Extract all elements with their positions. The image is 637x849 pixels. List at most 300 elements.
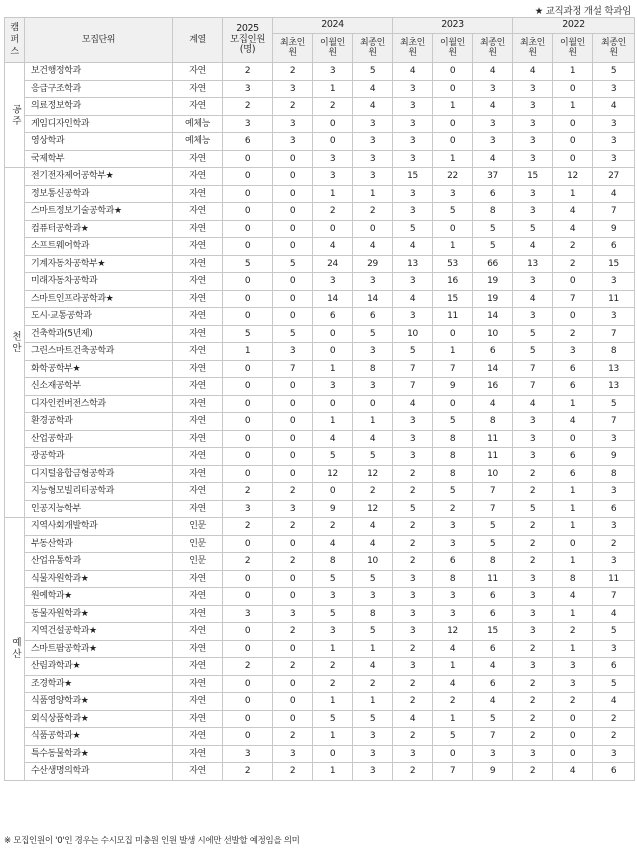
category-cell: 자연 — [173, 98, 223, 116]
value-cell: 1 — [433, 658, 473, 676]
year-2022-header: 2022 — [513, 18, 635, 34]
value-cell: 3 — [513, 150, 553, 168]
value-cell: 3 — [223, 500, 273, 518]
value-cell: 7 — [433, 360, 473, 378]
value-cell: 2 — [223, 98, 273, 116]
table-row — [5, 465, 635, 483]
value-cell: 5 — [273, 325, 313, 343]
value-cell: 5 — [353, 570, 393, 588]
value-cell: 8 — [433, 465, 473, 483]
value-cell: 4 — [513, 238, 553, 256]
value-cell: 11 — [473, 430, 513, 448]
table-row — [5, 535, 635, 553]
value-cell: 15 — [393, 168, 433, 186]
value-cell: 3 — [513, 203, 553, 221]
table-row — [5, 570, 635, 588]
value-cell: 1 — [553, 98, 593, 116]
value-cell: 0 — [273, 413, 313, 431]
value-cell: 2 — [273, 658, 313, 676]
value-cell: 5 — [593, 675, 635, 693]
value-cell: 1 — [553, 185, 593, 203]
category-cell: 자연 — [173, 168, 223, 186]
value-cell: 0 — [553, 273, 593, 291]
unit-name-cell: 수산생명의학과 — [25, 763, 173, 781]
value-cell: 0 — [273, 273, 313, 291]
value-cell: 3 — [393, 570, 433, 588]
value-cell: 3 — [513, 745, 553, 763]
value-cell: 2 — [273, 763, 313, 781]
value-cell: 3 — [353, 168, 393, 186]
value-cell: 8 — [353, 360, 393, 378]
category-cell: 자연 — [173, 150, 223, 168]
value-cell: 1 — [433, 238, 473, 256]
value-cell: 3 — [273, 80, 313, 98]
unit-name-cell: 화학공학부★ — [25, 360, 173, 378]
unit-name-cell: 식품영양학과★ — [25, 693, 173, 711]
value-cell: 2 — [513, 693, 553, 711]
category-cell: 자연 — [173, 220, 223, 238]
value-cell: 6 — [553, 448, 593, 466]
quota-label: 모집인원(명) — [229, 33, 266, 56]
value-cell: 4 — [593, 185, 635, 203]
unit-name-cell: 인공지능학부 — [25, 500, 173, 518]
table-row — [5, 168, 635, 186]
value-cell: 2 — [223, 763, 273, 781]
value-cell: 3 — [433, 518, 473, 536]
table-row — [5, 728, 635, 746]
subheader-cell: 이월인원 — [553, 34, 593, 63]
value-cell: 24 — [313, 255, 353, 273]
value-cell: 3 — [593, 80, 635, 98]
value-cell: 2 — [593, 535, 635, 553]
value-cell: 3 — [513, 185, 553, 203]
value-cell: 3 — [393, 658, 433, 676]
value-cell: 0 — [553, 745, 593, 763]
table-row — [5, 255, 635, 273]
value-cell: 8 — [313, 553, 353, 571]
value-cell: 2 — [513, 763, 553, 781]
value-cell: 0 — [553, 535, 593, 553]
value-cell: 0 — [353, 395, 393, 413]
category-cell: 자연 — [173, 605, 223, 623]
campus-cell — [5, 168, 25, 518]
value-cell: 5 — [513, 500, 553, 518]
value-cell: 5 — [353, 623, 393, 641]
value-cell: 1 — [313, 728, 353, 746]
value-cell: 1 — [433, 98, 473, 116]
value-cell: 3 — [513, 133, 553, 151]
value-cell: 15 — [433, 290, 473, 308]
table-row — [5, 185, 635, 203]
value-cell: 3 — [393, 98, 433, 116]
category-cell: 자연 — [173, 203, 223, 221]
value-cell: 5 — [353, 448, 393, 466]
value-cell: 2 — [393, 675, 433, 693]
value-cell: 5 — [593, 623, 635, 641]
value-cell: 11 — [593, 570, 635, 588]
value-cell: 0 — [273, 395, 313, 413]
value-cell: 3 — [223, 80, 273, 98]
value-cell: 4 — [513, 395, 553, 413]
value-cell: 0 — [313, 343, 353, 361]
category-cell: 예체능 — [173, 115, 223, 133]
value-cell: 0 — [223, 273, 273, 291]
category-cell: 자연 — [173, 623, 223, 641]
value-cell: 3 — [313, 150, 353, 168]
unit-name-cell: 지역건설공학과★ — [25, 623, 173, 641]
value-cell: 0 — [433, 395, 473, 413]
value-cell: 2 — [513, 535, 553, 553]
value-cell: 3 — [353, 378, 393, 396]
value-cell: 0 — [223, 728, 273, 746]
table-row — [5, 63, 635, 81]
unit-name-cell: 산업유통학과 — [25, 553, 173, 571]
value-cell: 4 — [593, 605, 635, 623]
value-cell: 0 — [223, 448, 273, 466]
value-cell: 3 — [313, 378, 353, 396]
value-cell: 3 — [433, 535, 473, 553]
value-cell: 1 — [353, 185, 393, 203]
value-cell: 7 — [513, 378, 553, 396]
category-cell: 자연 — [173, 570, 223, 588]
value-cell: 3 — [353, 273, 393, 291]
value-cell: 4 — [353, 518, 393, 536]
value-cell: 37 — [473, 168, 513, 186]
unit-name-cell: 전기전자제어공학부★ — [25, 168, 173, 186]
value-cell: 3 — [513, 588, 553, 606]
value-cell: 4 — [553, 220, 593, 238]
value-cell: 2 — [393, 728, 433, 746]
category-cell: 자연 — [173, 763, 223, 781]
value-cell: 0 — [273, 308, 313, 326]
value-cell: 5 — [393, 343, 433, 361]
value-cell: 0 — [223, 623, 273, 641]
value-cell: 5 — [353, 710, 393, 728]
value-cell: 7 — [273, 360, 313, 378]
value-cell: 3 — [353, 115, 393, 133]
value-cell: 5 — [393, 220, 433, 238]
table-row — [5, 290, 635, 308]
table-row — [5, 308, 635, 326]
value-cell: 0 — [273, 430, 313, 448]
value-cell: 0 — [223, 570, 273, 588]
value-cell: 4 — [473, 658, 513, 676]
table-row — [5, 448, 635, 466]
value-cell: 3 — [353, 150, 393, 168]
value-cell: 0 — [273, 168, 313, 186]
value-cell: 3 — [273, 745, 313, 763]
value-cell: 4 — [473, 693, 513, 711]
footnote: ※ 모집인원이 '0'인 경우는 수시모집 미충원 인원 발생 시에만 선발할 예정임을 의미 — [4, 836, 300, 846]
value-cell: 6 — [473, 675, 513, 693]
value-cell: 2 — [273, 98, 313, 116]
value-cell: 3 — [353, 343, 393, 361]
unit-name-cell: 디지털융합금형공학과 — [25, 465, 173, 483]
value-cell: 2 — [393, 535, 433, 553]
value-cell: 22 — [433, 168, 473, 186]
value-cell: 5 — [513, 325, 553, 343]
unit-name-cell: 그린스마트건축공학과 — [25, 343, 173, 361]
value-cell: 8 — [353, 605, 393, 623]
value-cell: 0 — [553, 150, 593, 168]
value-cell: 3 — [513, 605, 553, 623]
value-cell: 12 — [313, 465, 353, 483]
category-cell: 예체능 — [173, 133, 223, 151]
value-cell: 2 — [273, 63, 313, 81]
category-cell: 자연 — [173, 255, 223, 273]
value-cell: 4 — [353, 535, 393, 553]
value-cell: 2 — [313, 98, 353, 116]
value-cell: 3 — [273, 115, 313, 133]
value-cell: 2 — [393, 518, 433, 536]
value-cell: 15 — [513, 168, 553, 186]
value-cell: 8 — [593, 465, 635, 483]
category-cell: 자연 — [173, 343, 223, 361]
value-cell: 3 — [513, 273, 553, 291]
value-cell: 2 — [393, 465, 433, 483]
value-cell: 3 — [393, 150, 433, 168]
table-row — [5, 325, 635, 343]
value-cell: 11 — [473, 570, 513, 588]
value-cell: 14 — [353, 290, 393, 308]
subheader-cell: 이월인원 — [313, 34, 353, 63]
value-cell: 3 — [513, 308, 553, 326]
value-cell: 0 — [223, 413, 273, 431]
value-cell: 2 — [393, 640, 433, 658]
value-cell: 3 — [313, 623, 353, 641]
value-cell: 3 — [513, 448, 553, 466]
unit-name-cell: 식물자원학과★ — [25, 570, 173, 588]
value-cell: 0 — [223, 588, 273, 606]
value-cell: 0 — [223, 693, 273, 711]
unit-name-cell: 보건행정학과 — [25, 63, 173, 81]
value-cell: 6 — [353, 308, 393, 326]
value-cell: 4 — [313, 430, 353, 448]
value-cell: 1 — [353, 413, 393, 431]
value-cell: 3 — [393, 133, 433, 151]
value-cell: 5 — [473, 535, 513, 553]
value-cell: 5 — [313, 605, 353, 623]
value-cell: 3 — [473, 133, 513, 151]
campus-name: 공주 — [9, 103, 21, 127]
value-cell: 1 — [553, 483, 593, 501]
value-cell: 6 — [553, 378, 593, 396]
value-cell: 2 — [513, 483, 553, 501]
value-cell: 5 — [433, 203, 473, 221]
value-cell: 5 — [473, 220, 513, 238]
value-cell: 6 — [593, 763, 635, 781]
table-row — [5, 658, 635, 676]
value-cell: 0 — [433, 220, 473, 238]
value-cell: 0 — [553, 115, 593, 133]
subheader-cell: 최종인원 — [353, 34, 393, 63]
value-cell: 4 — [393, 238, 433, 256]
value-cell: 6 — [593, 500, 635, 518]
subheader-cell: 최초인원 — [393, 34, 433, 63]
value-cell: 4 — [433, 675, 473, 693]
value-cell: 3 — [473, 80, 513, 98]
table-row — [5, 343, 635, 361]
value-cell: 0 — [273, 640, 313, 658]
subheader-cell: 최초인원 — [513, 34, 553, 63]
value-cell: 1 — [313, 185, 353, 203]
value-cell: 6 — [553, 360, 593, 378]
category-cell: 자연 — [173, 430, 223, 448]
value-cell: 2 — [223, 518, 273, 536]
value-cell: 6 — [473, 588, 513, 606]
unit-name-cell: 영상학과 — [25, 133, 173, 151]
category-cell: 자연 — [173, 80, 223, 98]
campus-cell — [5, 518, 25, 781]
table-body — [5, 63, 635, 781]
value-cell: 3 — [393, 308, 433, 326]
value-cell: 5 — [473, 518, 513, 536]
unit-name-cell: 조경학과★ — [25, 675, 173, 693]
value-cell: 9 — [433, 378, 473, 396]
category-header: 계열 — [173, 18, 223, 63]
value-cell: 0 — [433, 745, 473, 763]
value-cell: 2 — [513, 675, 553, 693]
value-cell: 16 — [473, 378, 513, 396]
value-cell: 4 — [553, 588, 593, 606]
category-cell: 인문 — [173, 553, 223, 571]
value-cell: 2 — [353, 675, 393, 693]
value-cell: 4 — [473, 150, 513, 168]
category-cell: 자연 — [173, 658, 223, 676]
value-cell: 3 — [273, 605, 313, 623]
value-cell: 5 — [593, 395, 635, 413]
unit-name-cell: 특수동물학과★ — [25, 745, 173, 763]
value-cell: 4 — [393, 395, 433, 413]
value-cell: 13 — [513, 255, 553, 273]
value-cell: 2 — [353, 203, 393, 221]
value-cell: 7 — [553, 290, 593, 308]
value-cell: 4 — [353, 238, 393, 256]
value-cell: 10 — [353, 553, 393, 571]
value-cell: 12 — [353, 500, 393, 518]
value-cell: 1 — [553, 518, 593, 536]
unit-name-cell: 산림과학과★ — [25, 658, 173, 676]
value-cell: 4 — [553, 413, 593, 431]
value-cell: 10 — [473, 465, 513, 483]
value-cell: 8 — [433, 570, 473, 588]
unit-name-cell: 산업공학과 — [25, 430, 173, 448]
value-cell: 5 — [313, 448, 353, 466]
unit-name-cell: 소프트웨어학과 — [25, 238, 173, 256]
unit-name-cell: 건축학과(5년제) — [25, 325, 173, 343]
value-cell: 1 — [433, 710, 473, 728]
value-cell: 5 — [433, 728, 473, 746]
value-cell: 0 — [223, 203, 273, 221]
value-cell: 2 — [433, 693, 473, 711]
value-cell: 1 — [223, 343, 273, 361]
value-cell: 5 — [353, 63, 393, 81]
unit-name-cell: 기계자동차공학부★ — [25, 255, 173, 273]
value-cell: 7 — [393, 360, 433, 378]
value-cell: 2 — [273, 483, 313, 501]
category-cell: 자연 — [173, 483, 223, 501]
value-cell: 13 — [593, 360, 635, 378]
value-cell: 0 — [553, 80, 593, 98]
value-cell: 3 — [273, 133, 313, 151]
value-cell: 4 — [433, 640, 473, 658]
unit-name-cell: 식품공학과★ — [25, 728, 173, 746]
value-cell: 1 — [313, 693, 353, 711]
category-cell: 자연 — [173, 378, 223, 396]
value-cell: 0 — [433, 63, 473, 81]
value-cell: 0 — [313, 133, 353, 151]
value-cell: 7 — [393, 378, 433, 396]
value-cell: 0 — [553, 133, 593, 151]
value-cell: 3 — [353, 133, 393, 151]
value-cell: 0 — [313, 395, 353, 413]
value-cell: 0 — [273, 448, 313, 466]
value-cell: 3 — [513, 430, 553, 448]
value-cell: 5 — [433, 483, 473, 501]
value-cell: 0 — [273, 693, 313, 711]
value-cell: 6 — [593, 238, 635, 256]
value-cell: 2 — [273, 623, 313, 641]
value-cell: 0 — [553, 430, 593, 448]
value-cell: 0 — [273, 238, 313, 256]
value-cell: 4 — [593, 98, 635, 116]
unit-name-cell: 도시·교통공학과 — [25, 308, 173, 326]
value-cell: 0 — [223, 290, 273, 308]
value-cell: 3 — [223, 115, 273, 133]
value-cell: 7 — [433, 763, 473, 781]
unit-name-cell: 신소재공학부 — [25, 378, 173, 396]
value-cell: 4 — [553, 203, 593, 221]
category-cell: 인문 — [173, 535, 223, 553]
value-cell: 3 — [593, 483, 635, 501]
value-cell: 1 — [313, 80, 353, 98]
value-cell: 16 — [433, 273, 473, 291]
table-row — [5, 220, 635, 238]
value-cell: 3 — [313, 273, 353, 291]
value-cell: 0 — [433, 80, 473, 98]
value-cell: 29 — [353, 255, 393, 273]
value-cell: 6 — [473, 185, 513, 203]
value-cell: 1 — [313, 763, 353, 781]
value-cell: 1 — [553, 640, 593, 658]
table-row — [5, 413, 635, 431]
table-row — [5, 378, 635, 396]
campus-name: 예산 — [9, 637, 21, 661]
value-cell: 7 — [473, 500, 513, 518]
value-cell: 0 — [553, 710, 593, 728]
category-cell: 자연 — [173, 640, 223, 658]
value-cell: 4 — [313, 238, 353, 256]
unit-name-cell: 디자인컨버전스학과 — [25, 395, 173, 413]
value-cell: 4 — [353, 80, 393, 98]
value-cell: 2 — [513, 465, 553, 483]
value-cell: 6 — [473, 640, 513, 658]
category-cell: 자연 — [173, 465, 223, 483]
value-cell: 0 — [223, 238, 273, 256]
value-cell: 3 — [473, 745, 513, 763]
value-cell: 0 — [223, 465, 273, 483]
unit-name-cell: 정보통신공학과 — [25, 185, 173, 203]
campus-header: 캠퍼스 — [5, 18, 25, 63]
unit-name-cell: 의료정보학과 — [25, 98, 173, 116]
value-cell: 4 — [513, 63, 553, 81]
value-cell: 11 — [593, 290, 635, 308]
value-cell: 0 — [223, 185, 273, 203]
value-cell: 0 — [223, 360, 273, 378]
value-cell: 6 — [433, 553, 473, 571]
category-cell: 인문 — [173, 518, 223, 536]
value-cell: 8 — [473, 203, 513, 221]
